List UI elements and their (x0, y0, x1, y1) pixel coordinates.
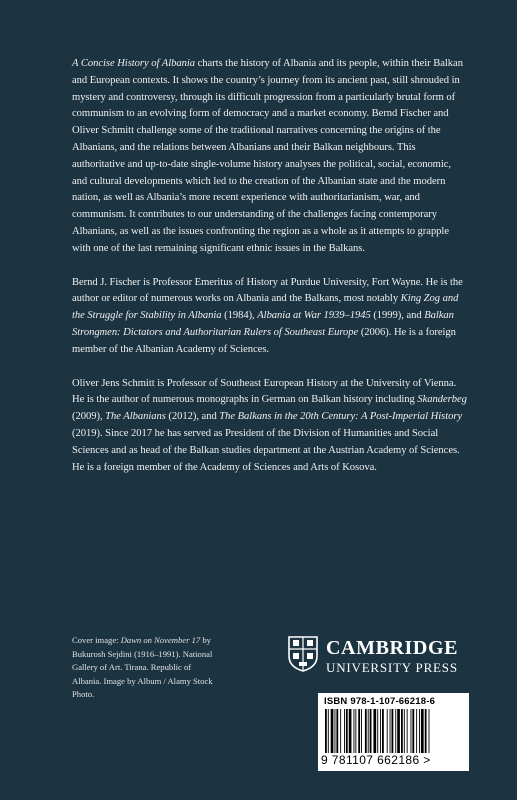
bio-text: (2009), (72, 411, 106, 423)
barcode-bars (324, 709, 463, 753)
book-description (72, 56, 468, 258)
isbn-label: ISBN 978-1-107-66218-6 (324, 696, 436, 707)
work-title: Skanderbeg (417, 394, 467, 406)
blurb (72, 56, 468, 493)
bio-text: (1984), (221, 310, 258, 322)
bio-text: Oliver Jens Schmitt is Professor of Southeast European History at the University of Vienna. He is the author of numerous monographs in German on Balkan history including (72, 377, 457, 406)
bio-text: (1999), and (370, 310, 425, 322)
work-title: King Zog and the Struggle for Stability in Albania (72, 293, 459, 322)
publisher-logo (288, 636, 468, 682)
credit-text: Cover image: (72, 635, 121, 645)
credit-text: by Bukurosh Sejdini (1916–1991). National Gallery of Art. Tirana. Republic of Albania. Image by Album / Alamy Stock Photo. (72, 635, 213, 700)
barcode-digits: 9 781107 662186 > (321, 753, 431, 767)
bio-text: (2012), and (165, 411, 220, 423)
description-text: charts the history of Albania and its people, within their Balkan and European contexts. It shows the country’s journey from its ancient past, still shrouded in mystery and controversy, through its difficult progression from a particularly brutal form of communism to an evolving form of democracy and a market economy. Bernd Fischer and Oliver Schmitt challenge some of the traditional narratives concerning the origins of the Albanians, and the relations between Albanians and their Balkan neighbours. This authoritative and up-to-date single-volume history analyses the political, social, economic, and cultural developments which led to the creation of the Albanian state and the modern nation, as well as Albania’s more recent experience with authoritarianism, war, and communism. It contributes to our understanding of the challenges facing contemporary Albanians, as well as the issues confronting the region as a whole as it attempts to grapple with one of the last remaining significant ethnic issues in the Balkans. (72, 58, 463, 254)
work-title: The Balkans in the 20th Century: A Post-Imperial History (219, 411, 463, 423)
publisher-name-line1: CAMBRIDGE (326, 637, 459, 659)
cambridge-crest-icon (288, 636, 318, 672)
author-bio-fischer (72, 275, 468, 359)
book-title: A Concise History of Albania (72, 58, 195, 69)
cover-image-credit (72, 634, 222, 702)
publisher-name-line2: UNIVERSITY PRESS (326, 660, 458, 675)
work-title: Balkan Strongmen: Dictators and Authoritarian Rulers of Southeast Europe (72, 310, 454, 338)
author-bio-schmitt (72, 376, 468, 477)
artwork-title: Dawn on November 17 (120, 635, 201, 645)
bio-text: Bernd J. Fischer is Professor Emeritus of History at Purdue University, Fort Wayne. He is the author or editor of numerous works on Albania and the Balkans, most notably (72, 276, 463, 305)
bio-text: (2019). Since 2017 he has served as President of the Division of Humanities and Social Sciences and as head of the Balkan studies department at the Austrian Academy of Sciences. He is a foreign member of the Academy of Sciences and Arts of Kosova. (72, 427, 460, 473)
work-title: The Albanians (105, 411, 166, 423)
bio-text: (2006). He is a foreign member of the Albanian Academy of Sciences. (72, 326, 456, 355)
work-title: Albania at War 1939–1945 (257, 310, 371, 322)
isbn-barcode (318, 693, 469, 771)
